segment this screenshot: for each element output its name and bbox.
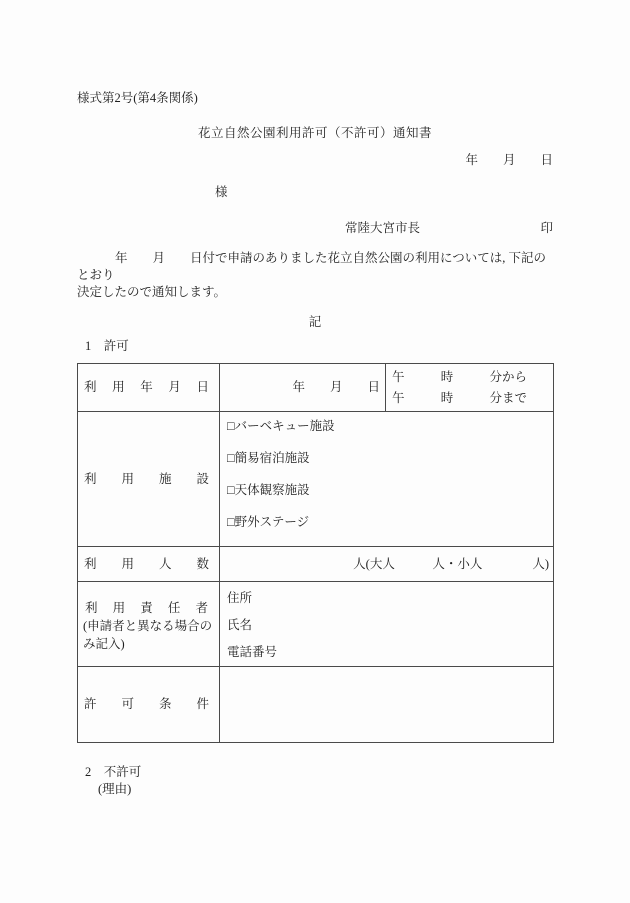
time-from-ampm-label: 午 (392, 369, 405, 384)
use-time-cell (386, 364, 554, 412)
facility-option-bbq (227, 418, 545, 435)
table-row-facilities (78, 412, 554, 547)
section-2-heading: 2 不許可 (85, 765, 142, 779)
section-1-heading: 1 許可 (85, 339, 129, 353)
table-row-people-count (78, 547, 554, 582)
time-to-hour-label: 時 (440, 390, 454, 405)
responsible-person-note-line-2: み記入) (83, 637, 125, 651)
table-row-use-date (78, 364, 554, 412)
facilities-label: 利 用 施 設 (78, 412, 220, 547)
table-row-responsible-person (78, 582, 554, 667)
issuer-title: 常陸大宮市長 (345, 221, 421, 235)
permission-conditions-value-cell (220, 667, 554, 743)
issue-date-year-label: 年 (465, 153, 478, 167)
issue-date-month-label: 月 (502, 153, 516, 167)
form-number: 様式第2号(第4条関係) (77, 91, 198, 105)
time-from-hour-label: 時 (440, 369, 454, 384)
time-to-ampm-label: 午 (392, 390, 405, 405)
use-date-label: 利 用 年 月 日 (78, 364, 220, 412)
use-time-from-line (392, 367, 527, 388)
people-count-label: 利 用 人 数 (78, 547, 220, 582)
issue-date-line (77, 152, 553, 169)
facility-option-label: 簡易宿泊施設 (234, 451, 310, 465)
table-row-permission-conditions (78, 667, 554, 743)
responsible-person-label: 利 用 責 任 者 (85, 601, 208, 615)
addressee-honorific: 様 (215, 185, 228, 199)
facilities-options-cell (220, 412, 554, 547)
people-count-value: 人(大人 人・小人 人) (220, 547, 554, 582)
issue-date-day-label: 日 (540, 153, 553, 167)
checkbox-icon: □ (227, 483, 235, 497)
responsible-person-fields-cell (220, 582, 554, 667)
notification-body-line-1: 年 月 日付で申請のありました花立自然公園の利用については, 下記のとおり (77, 251, 547, 282)
facility-option-lodging (227, 450, 545, 467)
permission-table (77, 363, 554, 743)
use-date-month-label: 月 (329, 380, 343, 394)
reason-label: (理由) (98, 782, 132, 796)
facility-option-astronomy (227, 482, 545, 499)
use-date-year-label: 年 (292, 380, 305, 394)
permission-conditions-label: 許 可 条 件 (78, 667, 220, 743)
checkbox-icon: □ (227, 515, 235, 529)
responsible-person-label-cell (78, 582, 220, 667)
page-title: 花立自然公園利用許可（不許可）通知書 (197, 126, 432, 140)
time-from-minute-label: 分から (489, 369, 527, 384)
use-time-to-line (392, 388, 527, 409)
use-date-value-cell (220, 364, 386, 412)
address-field-label: 住所 (227, 591, 253, 605)
notification-body-line-2: 決定したので通知します。 (77, 285, 227, 299)
responsible-person-note-line-1: (申請者と異なる場合の (83, 619, 213, 633)
facility-option-label: 野外ステージ (234, 515, 310, 529)
notification-body (77, 250, 553, 301)
facility-option-label: バーベキュー施設 (234, 419, 335, 433)
facility-option-stage (227, 514, 545, 531)
phone-field-label: 電話番号 (227, 645, 278, 659)
seal-mark: 印 (540, 221, 553, 235)
use-date-day-label: 日 (367, 380, 380, 394)
checkbox-icon: □ (227, 419, 235, 433)
facility-option-label: 天体観察施設 (234, 483, 310, 497)
issuer-line (77, 220, 553, 237)
name-field-label: 氏名 (227, 618, 253, 632)
note-heading: 記 (308, 315, 322, 329)
time-to-minute-label: 分まで (489, 390, 527, 405)
checkbox-icon: □ (227, 451, 235, 465)
